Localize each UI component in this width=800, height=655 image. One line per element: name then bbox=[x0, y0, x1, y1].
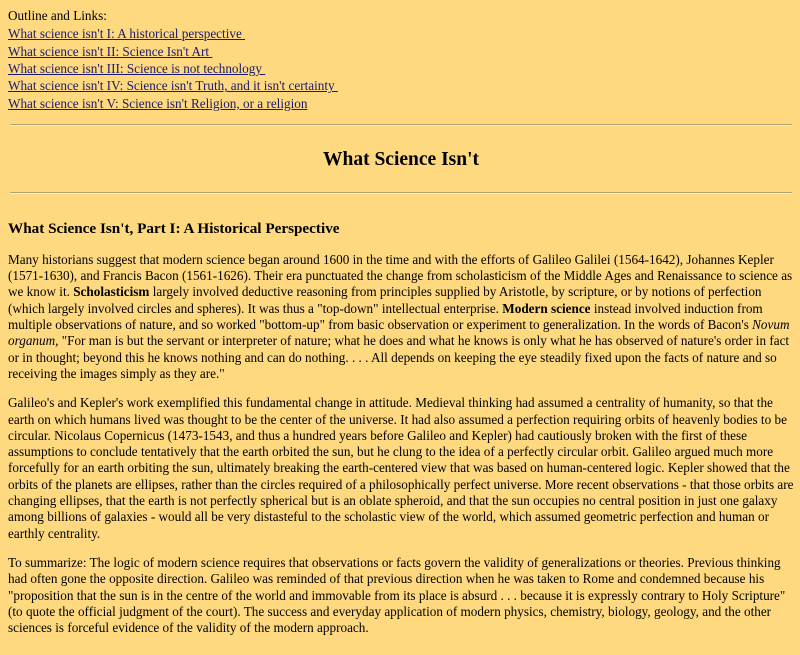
page-title: What Science Isn't bbox=[323, 149, 479, 171]
paragraph-summary: To summarize: The logic of modern science requires that observations or facts govern the validity of generalizations or theories. Previous thinking had often gone the opposite direction. Galileo was reminded of that previous direction when he was taken to Rome and condemned because his "proposition that the sun is in the centre of the world and immovable from its place is absurd . . . because it is expressly contrary to Holy Scripture" (to quote the official judgment of the court). The success and everyday application of modern physics, chemistry, biology, geology, and the other sciences is forceful evidence of the validity of the modern approach. bbox=[8, 554, 786, 636]
para1-segment-4: , "For man is but the servant or interpreter of nature; what he does and what he knows is only what he has observed of nature's order in fact or in thought; beyond this he knows nothing and can do nothing. . . . All depends on keeping the eye steadily fixed upon the facts of nature and so receiving the images simply as they are." bbox=[8, 333, 790, 381]
para1-segment-1: Many historians suggest that modern science began around 1600 in the time and with the efforts of Galileo Galilei (1564-1642), Johannes Kepler (1571-1630), and Francis Bacon (1561-1626). Their era punctuated the change from scholasticism of the Middle Ages and Renaissance to science as we know it. bbox=[8, 251, 793, 300]
term-scholasticism: Scholasticism bbox=[73, 284, 150, 300]
outline-link-part-2[interactable]: What science isn't II: Science Isn't Art bbox=[8, 43, 213, 59]
term-modern-science: Modern science bbox=[502, 300, 591, 316]
paragraph-historians bbox=[8, 252, 794, 382]
outline-heading: Outline and Links: bbox=[8, 8, 107, 23]
section-heading: What Science Isn't, Part I: A Historical Perspective bbox=[8, 219, 340, 237]
outline-link-part-5[interactable]: What science isn't V: Science isn't Religion, or a religion bbox=[8, 95, 308, 111]
outline-link-part-3[interactable]: What science isn't III: Science is not technology bbox=[8, 61, 266, 76]
para1-segment-2: largely involved deductive reasoning from principles supplied by Aristotle, by scripture, or by notions of perfection (which largely involved circles and spheres). It was thus a "top-down" intellectual enterprise. bbox=[8, 284, 762, 316]
horizontal-rule-above-title bbox=[10, 124, 792, 126]
paragraph-galileo-kepler: Galileo's and Kepler's work exemplified this fundamental change in attitude. Medieval thinking had assumed a centrality of humanity, so that the earth on which humans lived was thought to be the center of the universe. It had also assumed a perfection requiring orbits of heavenly bodies to be circular. Nicolaus Copernicus (1473-1543, and thus a hundred years before Galileo and Kepler) had cautiously broken with the first of these assumptions to conclude tentatively that the earth orbited the sun, but he clung to the idea of a perfectly circular orbit. Galileo argued much more forcefully for an earth orbiting the sun, ultimately breaking the earth-centered view that was based on human-centered logic. Kepler showed that the orbits of the planets are ellipses, rather than the circles required of a philosophically perfect universe. More recent observations - that those orbits are changing ellipses, that the earth is not perfectly spherical but is an oblate spheroid, and that the sun occupies no central position in just one galaxy among billions of galaxies - would all be very distasteful to the scholastic view of the world, which assumed geometric perfection and human or earthly centrality. bbox=[8, 395, 794, 541]
outline-and-links-block bbox=[8, 7, 794, 112]
outline-link-part-4[interactable]: What science isn't IV: Science isn't Truth, and it isn't certainty bbox=[8, 78, 338, 94]
para1-segment-3: instead involved induction from multiple observations of nature, and so worked "bottom-up" from basic observation or experiment to generalization. In the words of Bacon's bbox=[8, 300, 763, 333]
outline-link-part-1[interactable]: What science isn't I: A historical perspective bbox=[8, 26, 246, 42]
horizontal-rule-below-title bbox=[10, 192, 792, 194]
title-novum-organum: Novum organum bbox=[8, 317, 790, 349]
